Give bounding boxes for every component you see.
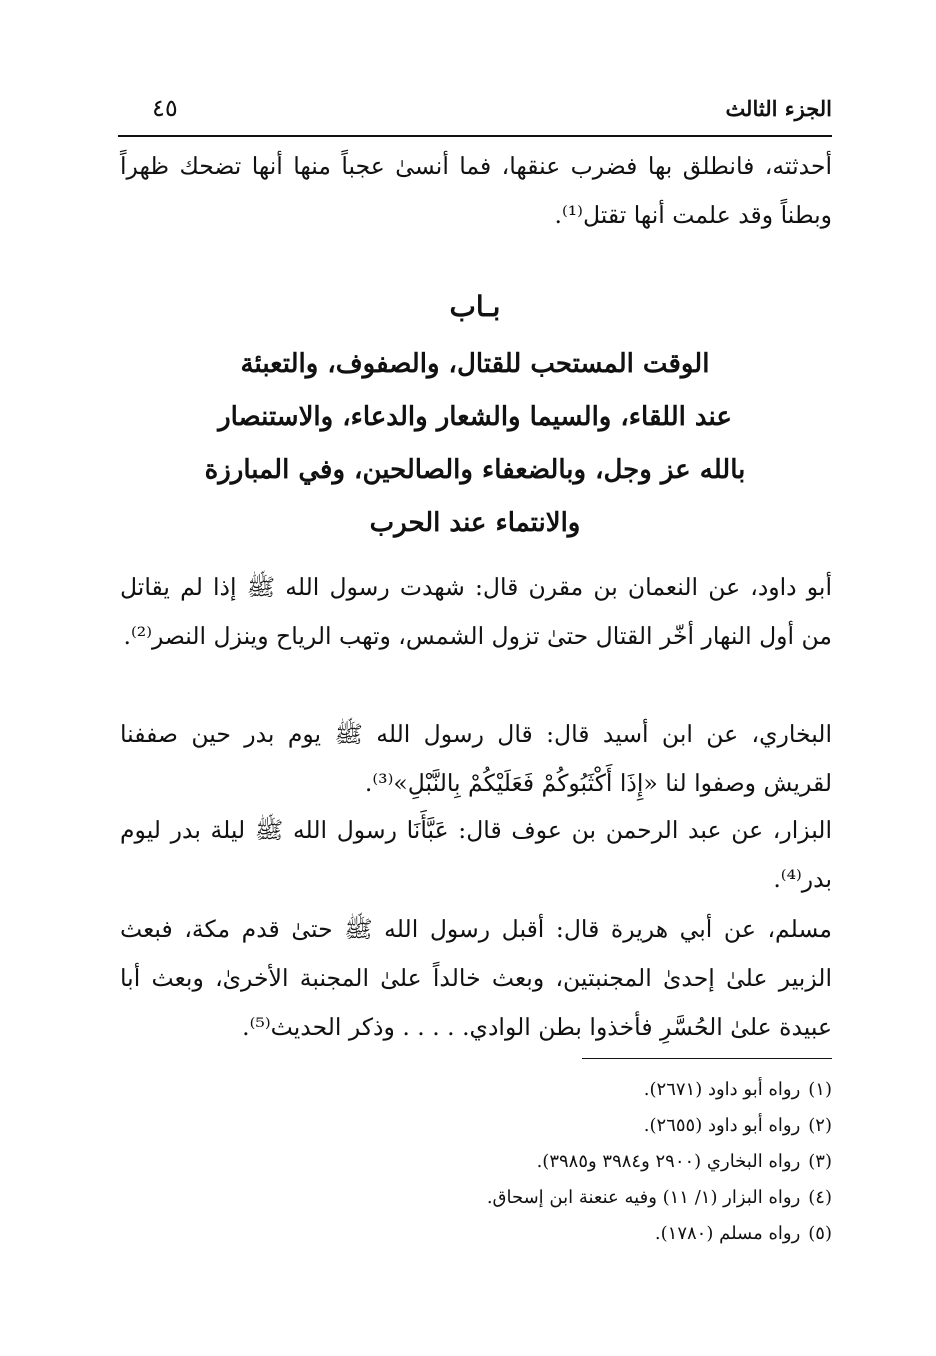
header-rule bbox=[118, 135, 832, 137]
footnote-text: رواه البزار (١/ ١١) وفيه عنعنة ابن إسحاق. bbox=[486, 1187, 801, 1208]
footnote-text: رواه أبو داود (٢٦٥٥). bbox=[643, 1115, 801, 1136]
chapter-title-line: الوقت المستحب للقتال، والصفوف، والتعبئة bbox=[240, 349, 710, 379]
footnote bbox=[330, 1216, 832, 1252]
chapter-title bbox=[150, 338, 800, 550]
footnote-number: (٤) bbox=[808, 1187, 832, 1208]
footnote-text: رواه مسلم (١٧٨٠). bbox=[654, 1223, 801, 1244]
footnote-rule bbox=[582, 1058, 832, 1059]
section-label: بـاب bbox=[449, 290, 501, 323]
hadith-paragraph: البزار، عن عبد الرحمن بن عوف قال: عَبَّأَنَا رسول الله ﷺ ليلة بدر ليوم بدر⁽⁴⁾. bbox=[120, 816, 832, 893]
page-number: ٤٥ bbox=[152, 94, 178, 122]
footnote bbox=[330, 1072, 832, 1108]
footnote-number: (١) bbox=[808, 1079, 832, 1100]
chapter-title-line: بالله عز وجل، وبالضعفاء والصالحين، وفي المبارزة bbox=[204, 455, 746, 485]
page-header bbox=[118, 92, 832, 130]
footnote-number: (٣) bbox=[808, 1151, 832, 1172]
chapter-title-line: والانتماء عند الحرب bbox=[369, 508, 581, 538]
footnote-text: رواه أبو داود (٢٦٧١). bbox=[643, 1079, 801, 1100]
chapter-title-line: عند اللقاء، والسيما والشعار والدعاء، والاستنصار bbox=[218, 402, 732, 432]
footnote bbox=[330, 1144, 832, 1180]
footnote bbox=[330, 1108, 832, 1144]
footnote-number: (٢) bbox=[808, 1115, 832, 1136]
hadith-paragraph: أبو داود، عن النعمان بن مقرن قال: شهدت رسول الله ﷺ إذا لم يقاتل من أول النهار أخّر القتال حتىٰ تزول الشمس، وتهب الرياح وينزل النصر⁽²⁾. bbox=[120, 573, 832, 650]
footnote bbox=[330, 1180, 832, 1216]
footnotes-list bbox=[330, 1072, 832, 1252]
hadith-paragraph: مسلم، عن أبي هريرة قال: أقبل رسول الله ﷺ حتىٰ قدم مكة، فبعث الزبير علىٰ إحدىٰ المجنبتين، وبعث خالداً علىٰ المجنبة الأخرىٰ، وبعث أبا عبيدة علىٰ الحُسَّرِ فأخذوا بطن الوادي. . . . . وذكر الحديث⁽⁵⁾. bbox=[120, 915, 832, 1041]
footnote-text: رواه البخاري (٢٩٠٠ و٣٩٨٤ و٣٩٨٥). bbox=[536, 1151, 801, 1172]
hadith-paragraph: البخاري، عن ابن أسيد قال: قال رسول الله ﷺ يوم بدر حين صففنا لقريش وصفوا لنا «إِذَا أَكْثَبُوكُمْ فَعَلَيْكُمْ بِالنَّبْلِ»⁽³⁾. bbox=[120, 720, 832, 797]
running-head: الجزء الثالث bbox=[725, 96, 832, 121]
intro-paragraph: أحدثته، فانطلق بها فضرب عنقها، فما أنسىٰ عجباً منها أنها تضحك ظهراً وبطناً وقد علمت أنها تقتل⁽¹⁾. bbox=[120, 152, 832, 229]
footnote-number: (٥) bbox=[808, 1223, 832, 1244]
